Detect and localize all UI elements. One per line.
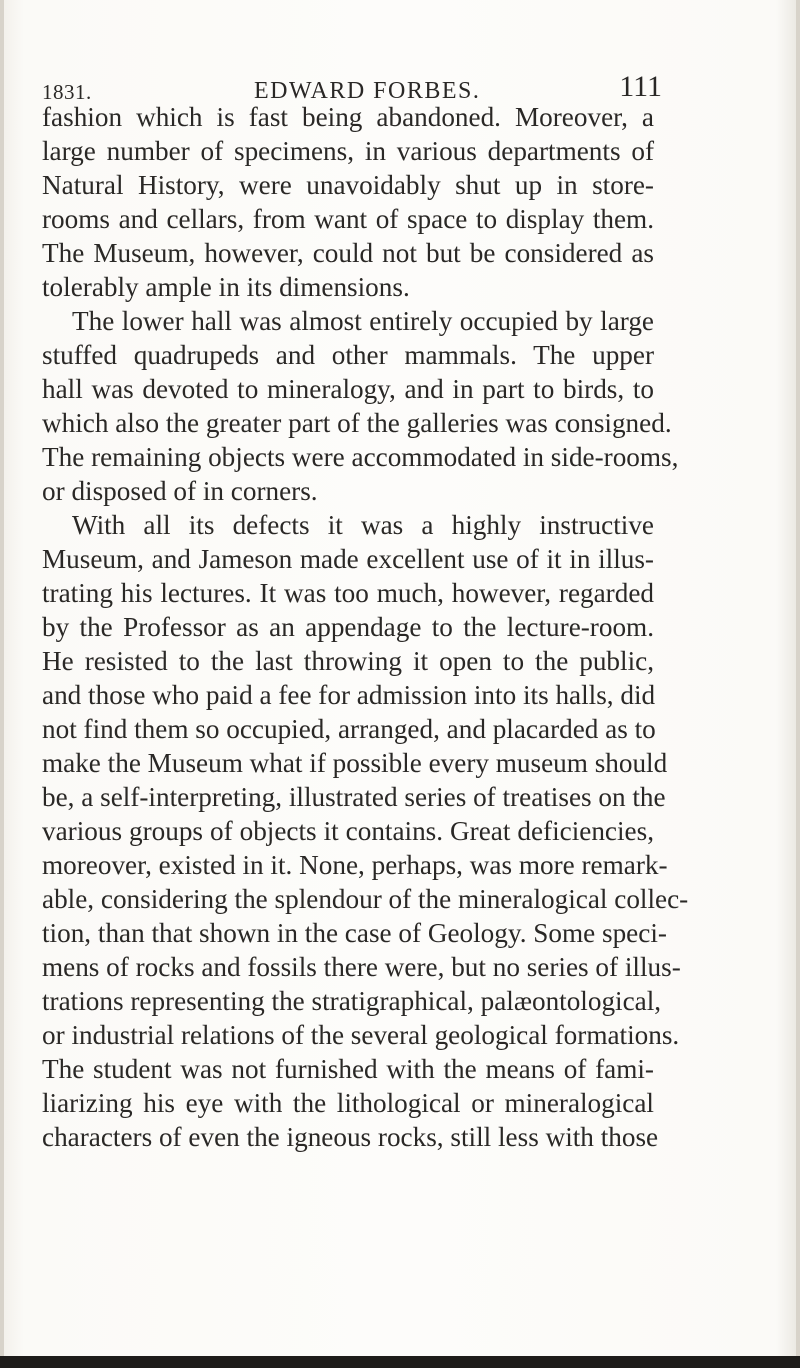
- text-line: mens of rocks and fossils there were, but no series of illus-: [42, 952, 681, 982]
- text-line: He resisted to the last throwing it open to the public,: [42, 646, 654, 676]
- text-line: Museum, and Jameson made excellent use of it in illus-: [42, 544, 654, 574]
- text-line: or disposed of in corners.: [42, 476, 318, 506]
- page-number: 111: [619, 70, 662, 103]
- text-line: make the Museum what if possible every museum should: [42, 748, 668, 778]
- text-line: characters of even the igneous rocks, still less with those: [42, 1122, 659, 1152]
- text-line: and those who paid a fee for admission into its halls, did: [42, 680, 656, 710]
- text-line: be, a self-interpreting, illustrated series of treatises on the: [42, 782, 666, 812]
- text-line: The lower hall was almost entirely occupied by large: [72, 306, 654, 336]
- text-line: large number of specimens, in various departments of: [42, 136, 654, 166]
- text-line: tolerably ample in its dimensions.: [42, 272, 410, 302]
- text-line: which also the greater part of the galleries was consigned.: [42, 408, 672, 438]
- text-line: tion, than that shown in the case of Geology. Some speci-: [42, 918, 667, 948]
- text-line: rooms and cellars, from want of space to display them.: [42, 204, 654, 234]
- text-line: various groups of objects it contains. Great deficiencies,: [42, 816, 654, 846]
- text-line: not find them so occupied, arranged, and placarded as to: [42, 714, 656, 744]
- text-line: trating his lectures. It was too much, however, regarded: [42, 578, 654, 608]
- text-line: fashion which is fast being abandoned. Moreover, a: [42, 102, 654, 132]
- text-line: by the Professor as an appendage to the lecture-room.: [42, 612, 654, 642]
- scan-bottom-edge: [0, 1356, 800, 1368]
- text-line: hall was devoted to mineralogy, and in part to birds, to: [42, 374, 654, 404]
- running-head-title: EDWARD FORBES.: [254, 78, 481, 104]
- text-line: liarizing his eye with the lithological or mineralogical: [42, 1088, 654, 1118]
- text-line: trations representing the stratigraphical, palæontological,: [42, 986, 662, 1016]
- running-head-year: 1831.: [42, 80, 92, 104]
- text-line: able, considering the splendour of the mineralogical collec-: [42, 884, 689, 914]
- text-line: Natural History, were unavoidably shut up in store-: [42, 170, 654, 200]
- text-line: moreover, existed in it. None, perhaps, was more remark-: [42, 850, 668, 880]
- text-line: The student was not furnished with the means of fami-: [42, 1054, 654, 1084]
- text-line: stuffed quadrupeds and other mammals. The upper: [42, 340, 654, 370]
- text-line: The Museum, however, could not but be considered as: [42, 238, 654, 268]
- right-page-edge: [796, 0, 800, 1356]
- text-line: or industrial relations of the several geological formations.: [42, 1020, 680, 1050]
- text-line: The remaining objects were accommodated in side-rooms,: [42, 442, 679, 472]
- text-line: With all its defects it was a highly instructive: [72, 510, 654, 540]
- body-text: [42, 100, 689, 1154]
- left-page-edge: [0, 0, 4, 1356]
